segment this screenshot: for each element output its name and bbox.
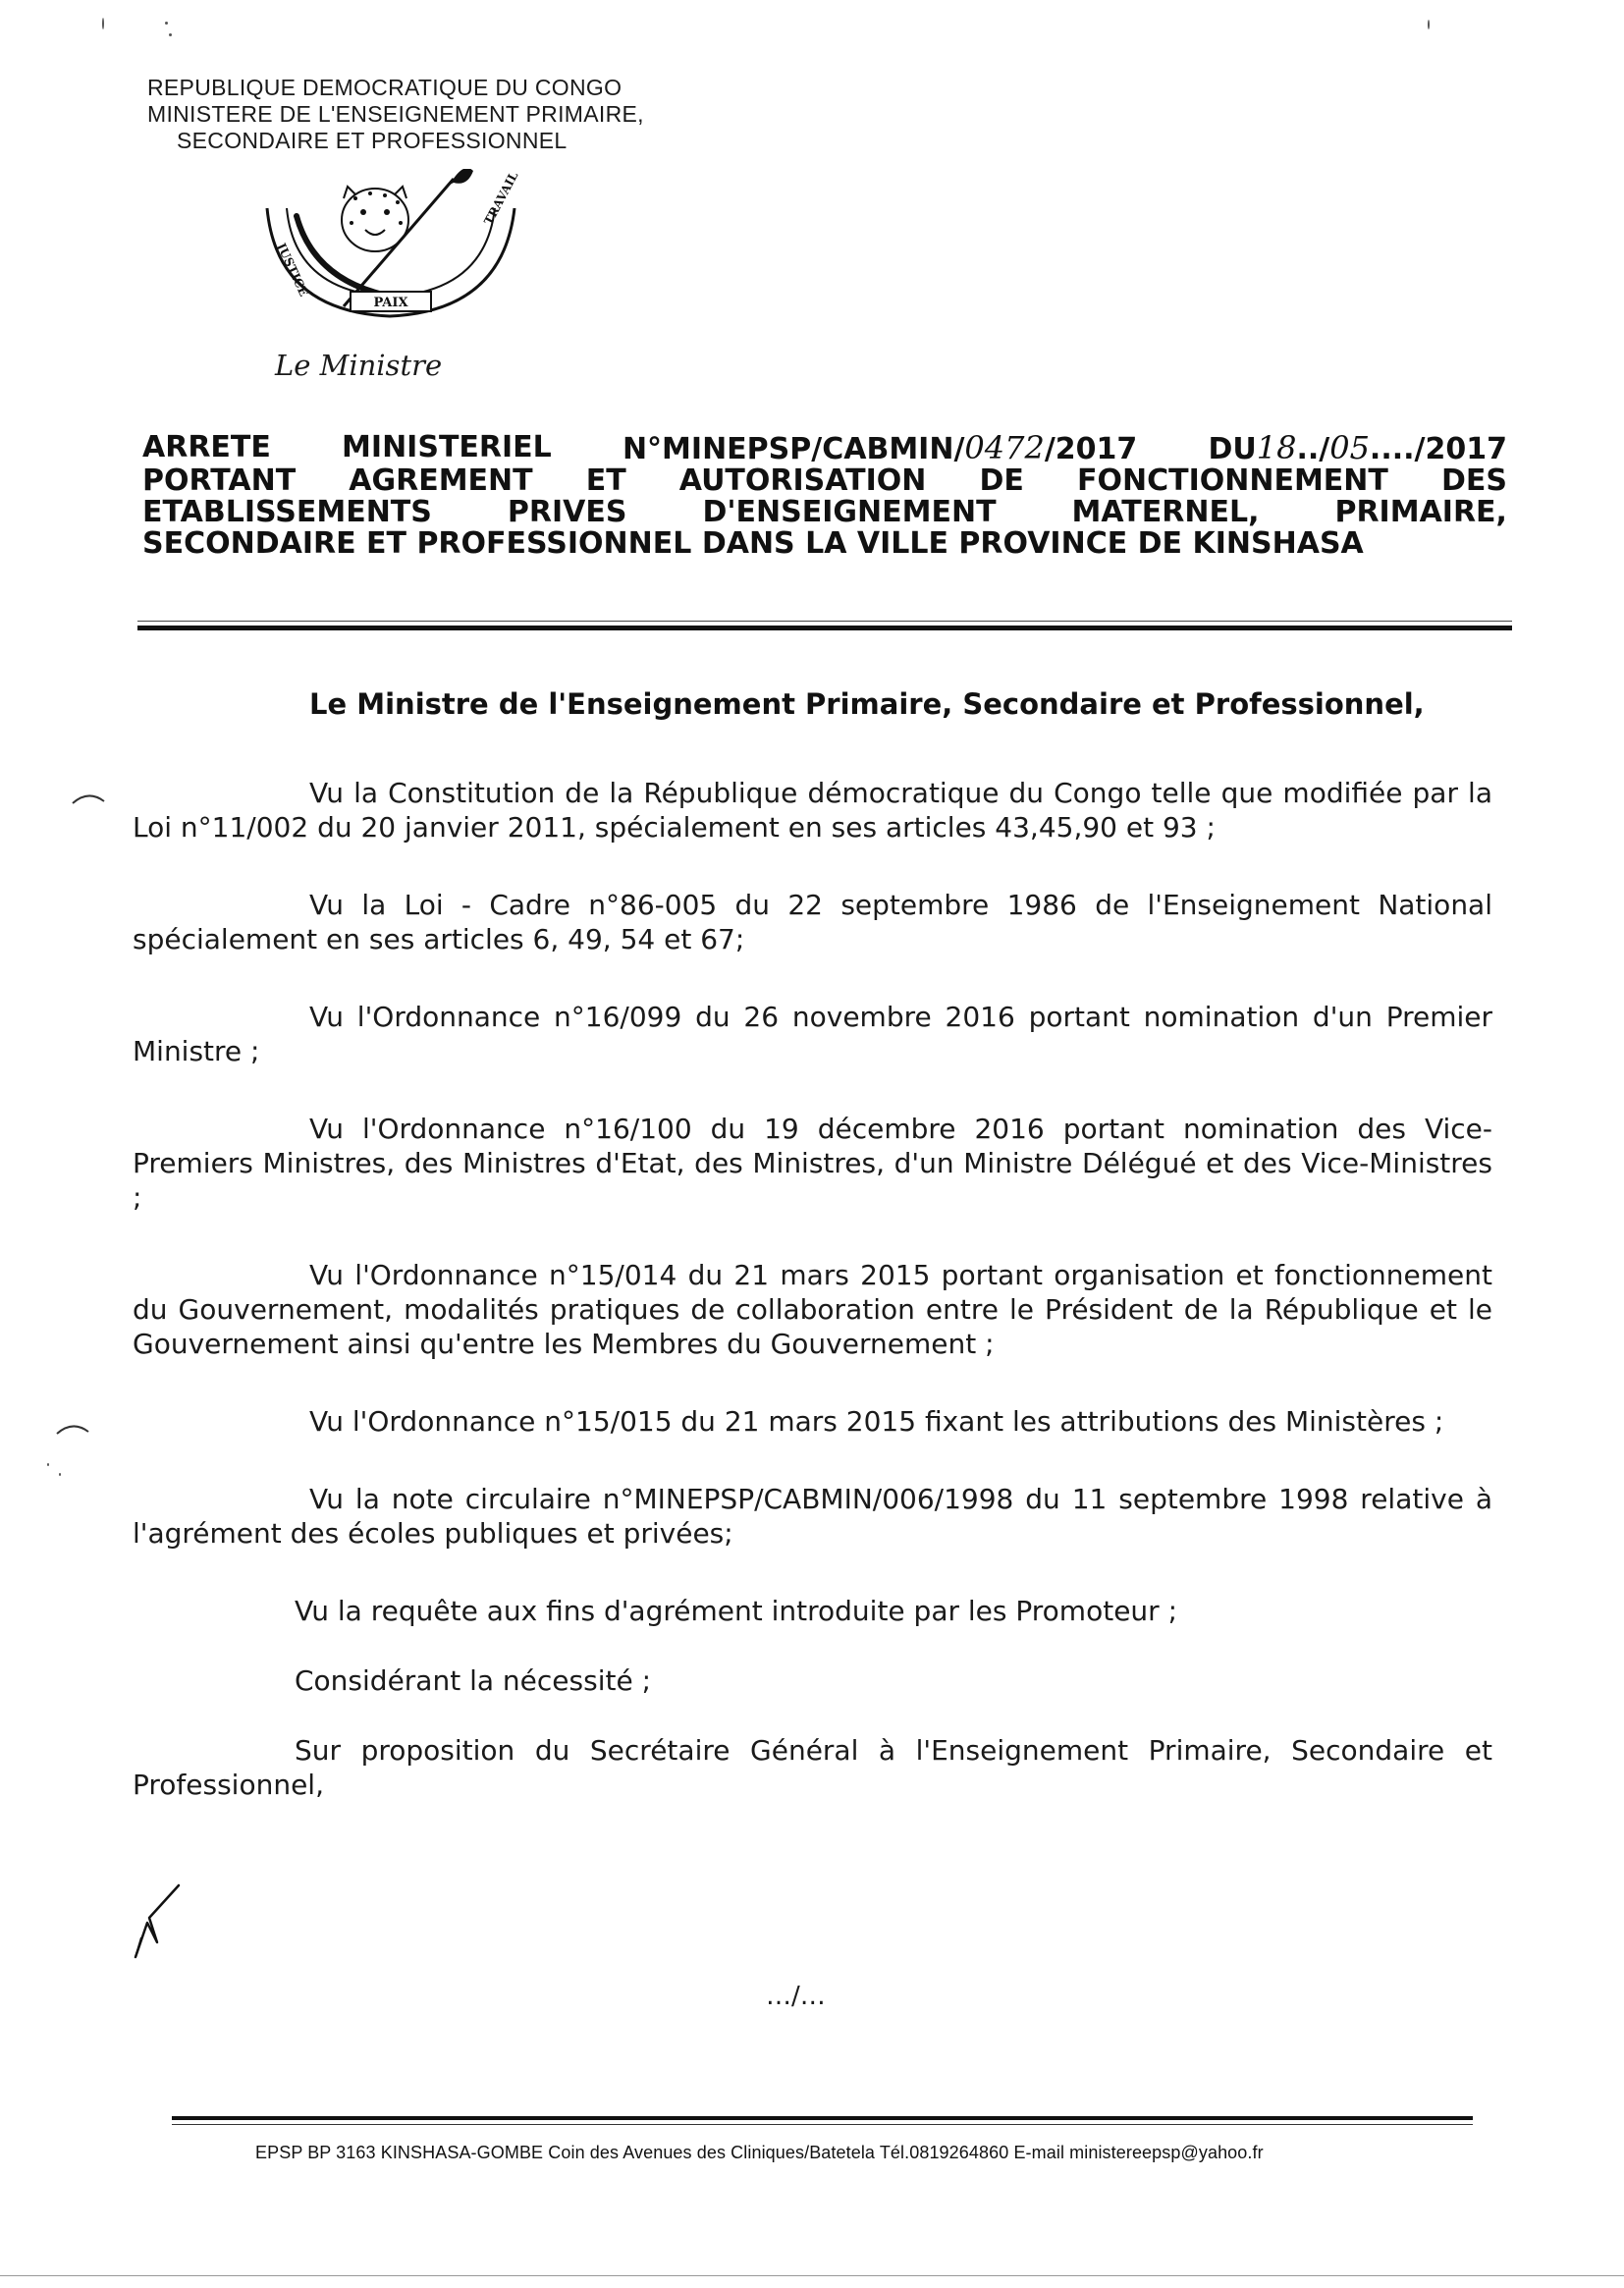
title-word: ET xyxy=(585,463,626,498)
coat-of-arms-emblem xyxy=(257,169,522,326)
footer-contact: EPSP BP 3163 KINSHASA-GOMBE Coin des Avenues des Cliniques/Batetela Tél.0819264860 E-mail ministereepsp@yahoo.fr xyxy=(255,2143,1264,2162)
title-word: MATERNEL, xyxy=(1071,495,1260,529)
motto-center: PAIX xyxy=(373,296,408,310)
footer-rule-thin xyxy=(172,2124,1473,2125)
preamble-paragraph: Vu l'Ordonnance n°15/015 du 21 mars 2015 fixant les attributions des Ministères ; xyxy=(309,1405,1444,1438)
decree-date xyxy=(1208,429,1507,466)
scan-speck xyxy=(169,33,172,36)
scan-speck xyxy=(1428,20,1430,29)
preamble-paragraph: Considérant la nécessité ; xyxy=(295,1664,652,1697)
decree-number xyxy=(622,429,1138,466)
title-underline xyxy=(137,626,1512,630)
title-underline-thin xyxy=(137,621,1512,622)
decree-preamble xyxy=(133,776,1492,1845)
preamble-paragraph: Vu la Constitution de la République démocratique du Congo telle que modifiée par la Loi n°11/002 du 20 janvier 2011, spécialement en ses articles 43,45,90 et 93 ; xyxy=(133,777,1492,844)
handwritten-month: 05 xyxy=(1329,429,1370,466)
margin-mark xyxy=(71,791,106,805)
preamble-paragraph: Vu l'Ordonnance n°16/099 du 26 novembre 2016 portant nomination d'un Premier Ministre ; xyxy=(133,1001,1492,1067)
title-line-1 xyxy=(142,429,1507,466)
ministry-name-line-1: MINISTERE DE L'ENSEIGNEMENT PRIMAIRE, xyxy=(147,101,644,127)
signatory-title: Le Ministre xyxy=(275,349,443,382)
preamble-paragraph: Vu la note circulaire n°MINEPSP/CABMIN/006/1998 du 11 septembre 1998 relative à l'agrément des écoles publiques et privées; xyxy=(133,1483,1492,1550)
handwritten-decree-number: 0472 xyxy=(964,429,1045,466)
title-word: ETABLISSEMENTS xyxy=(142,495,432,529)
motto-left: JUSTICE xyxy=(274,241,311,299)
preamble-paragraph: Vu la Loi - Cadre n°86-005 du 22 septembre 1986 de l'Enseignement National spécialement en ses articles 6, 49, 54 et 67; xyxy=(133,889,1492,955)
title-word: PORTANT xyxy=(142,463,297,498)
elephant-tusk-icon xyxy=(297,216,405,299)
handwritten-initials xyxy=(128,1883,187,1962)
title-word: MINISTERIEL xyxy=(342,430,552,464)
footer-rule xyxy=(172,2116,1473,2120)
title-word: AUTORISATION xyxy=(678,463,927,498)
date-prefix: DU xyxy=(1208,432,1257,466)
title-word: PRIMAIRE, xyxy=(1334,495,1507,529)
scan-edge xyxy=(0,2275,1624,2276)
scan-speck xyxy=(102,18,104,29)
title-line-2 xyxy=(142,465,1507,497)
title-line-3 xyxy=(142,497,1507,528)
decree-number-prefix: N°MINEPSP/CABMIN/ xyxy=(622,432,965,466)
scan-speck xyxy=(59,1473,61,1476)
title-word: ARRETE xyxy=(142,430,271,464)
preamble-paragraph: Vu la requête aux fins d'agrément introduite par les Promoteur ; xyxy=(295,1595,1178,1627)
margin-mark xyxy=(55,1422,90,1436)
page-continuation-mark: …/… xyxy=(766,1982,826,2011)
motto-right: TRAVAIL xyxy=(481,169,521,228)
handwritten-day: 18 xyxy=(1256,429,1297,466)
title-word: PRIVES xyxy=(507,495,627,529)
ministry-header xyxy=(147,75,736,154)
scan-speck xyxy=(165,22,168,25)
country-name: REPUBLIQUE DEMOCRATIQUE DU CONGO xyxy=(147,75,623,100)
title-word: DES xyxy=(1440,463,1507,498)
title-word: DE xyxy=(979,463,1024,498)
decree-title xyxy=(142,429,1507,561)
preamble-paragraph: Vu l'Ordonnance n°15/014 du 21 mars 2015 portant organisation et fonctionnement du Gouvernement, modalités pratiques de collaboration entre le Président de la République et le Gouvernement ainsi qu'entre les Membres du Gouvernement ; xyxy=(133,1259,1492,1360)
preamble-paragraph: Vu l'Ordonnance n°16/100 du 19 décembre 2016 portant nomination des Vice-Premiers Ministres, des Ministres d'Etat, des Ministres, d'un Ministre Délégué et des Vice-Ministres ; xyxy=(133,1113,1492,1214)
minister-heading: Le Ministre de l'Enseignement Primaire, Secondaire et Professionnel, xyxy=(309,687,1425,721)
title-word: FONCTIONNEMENT xyxy=(1077,463,1388,498)
ministry-name-line-2: SECONDAIRE ET PROFESSIONNEL xyxy=(177,128,568,153)
title-word: AGREMENT xyxy=(349,463,533,498)
decree-number-year: /2017 xyxy=(1044,432,1138,466)
title-word: D'ENSEIGNEMENT xyxy=(702,495,997,529)
date-separator: ../ xyxy=(1296,432,1330,466)
title-line-4: SECONDAIRE ET PROFESSIONNEL DANS LA VILLE PROVINCE DE KINSHASA xyxy=(142,526,1364,561)
preamble-paragraph: Sur proposition du Secrétaire Général à l'Enseignement Primaire, Secondaire et Professionnel, xyxy=(133,1734,1492,1801)
date-year: ..../2017 xyxy=(1369,432,1507,466)
scan-speck xyxy=(47,1463,49,1466)
